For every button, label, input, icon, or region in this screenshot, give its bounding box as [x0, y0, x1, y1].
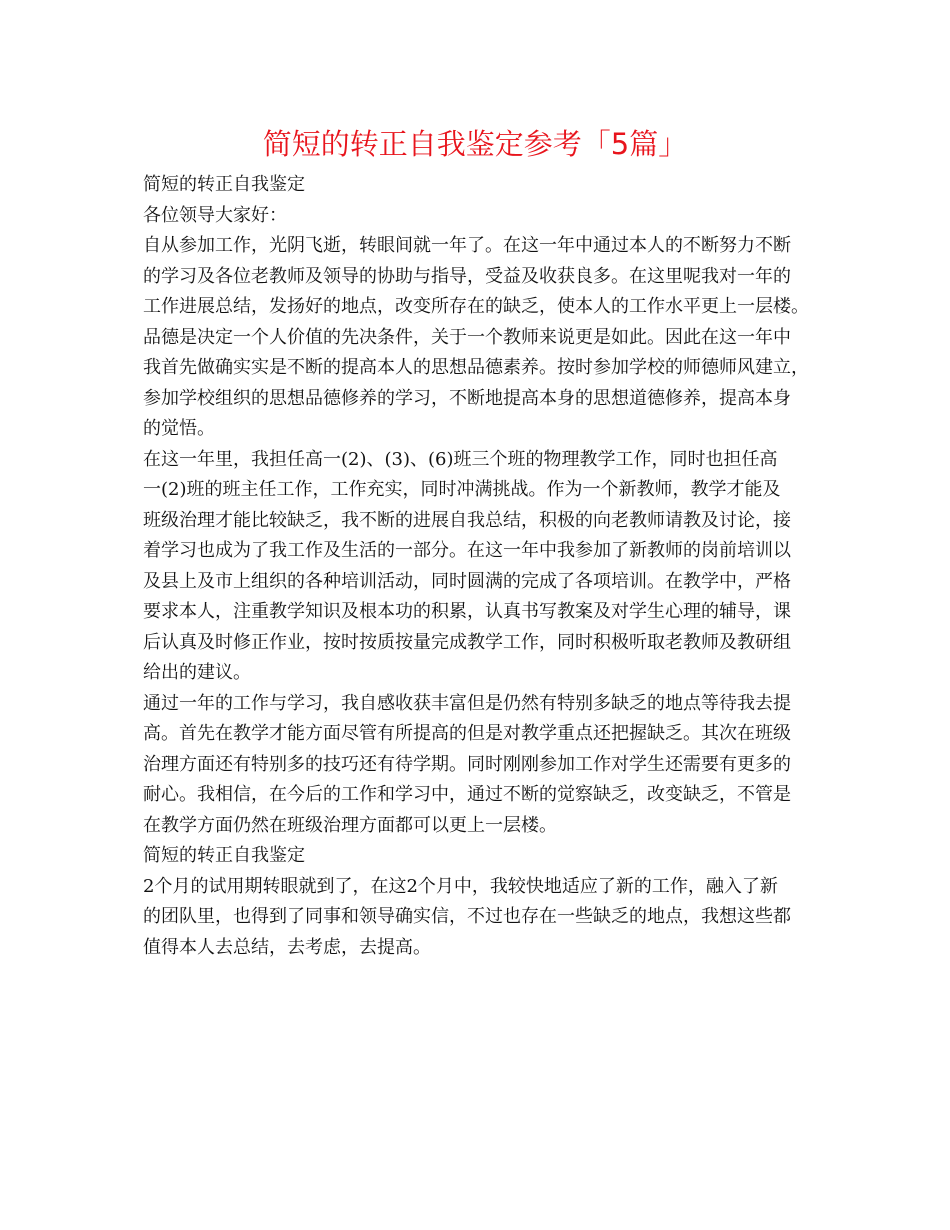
text-line: 2个月的试用期转眼就到了，在这2个月中，我较快地适应了新的工作，融入了新 [143, 875, 778, 897]
text-line: 耐心。我相信，在今后的工作和学习中，通过不断的觉察缺乏，改变缺乏，不管是 [143, 784, 791, 805]
text-line: 自从参加工作，光阴飞逝，转眼间就一年了。在这一年中通过本人的不断努力不断 [143, 235, 791, 256]
text-line: 简短的转正自我鉴定 [143, 174, 305, 195]
text-line: 通过一年的工作与学习，我自感收获丰富但是仍然有特别多缺乏的地点等待我去提 [143, 692, 791, 714]
text-line: 着学习也成为了我工作及生活的一部分。在这一年中我参加了新教师的岗前培训以 [143, 540, 791, 561]
text-line: 班级治理才能比较缺乏，我不断的进展自我总结，积极的向老教师请教及讨论，接 [143, 509, 791, 531]
text-line: 值得本人去总结，去考虑，去提高。 [143, 936, 431, 958]
text-line: 简短的转正自我鉴定 [143, 845, 305, 866]
text-line: 要求本人，注重教学知识及根本功的积累，认真书写教案及对学生心理的辅导，课 [143, 601, 791, 622]
text-line: 高。首先在教学才能方面尽管有所提高的但是对教学重点还把握缺乏。其次在班级 [143, 723, 791, 744]
document-body [143, 170, 823, 963]
text-line: 的觉悟。 [143, 418, 215, 439]
text-line: 在这一年里，我担任高一(2)、(3)、(6)班三个班的物理教学工作，同时也担任高 [143, 448, 778, 470]
text-line: 一(2)班的班主任工作，工作充实，同时冲满挑战。作为一个新教师，教学才能及 [143, 479, 781, 500]
text-line: 的团队里，也得到了同事和领导确实信，不过也存在一些缺乏的地点，我想这些都 [143, 906, 791, 927]
text-line: 治理方面还有特别多的技巧还有待学期。同时刚刚参加工作对学生还需要有更多的 [143, 753, 791, 775]
document-title: 简短的转正自我鉴定参考「5篇」 [262, 127, 688, 161]
text-line: 工作进展总结，发扬好的地点，改变所存在的缺乏，使本人的工作水平更上一层楼。 [143, 296, 809, 317]
text-line: 参加学校组织的思想品德修养的学习，不断地提高本身的思想道德修养，提高本身 [143, 387, 791, 409]
text-line: 后认真及时修正作业，按时按质按量完成教学工作，同时积极听取老教师及教研组 [143, 631, 791, 653]
text-line: 各位领导大家好： [143, 204, 287, 226]
text-line: 品德是决定一个人价值的先决条件，关于一个教师来说更是如此。因此在这一年中 [143, 326, 791, 348]
text-line: 及县上及市上组织的各种培训活动，同时圆满的完成了各项培训。在教学中，严格 [143, 570, 791, 592]
text-line: 的学习及各位老教师及领导的协助与指导，受益及收获良多。在这里呢我对一年的 [143, 265, 791, 287]
text-line: 在教学方面仍然在班级治理方面都可以更上一层楼。 [143, 814, 557, 836]
text-line: 给出的建议。 [143, 662, 251, 683]
text-line: 我首先做确实实是不断的提高本人的思想品德素养。按时参加学校的师德师风建立， [143, 357, 809, 378]
